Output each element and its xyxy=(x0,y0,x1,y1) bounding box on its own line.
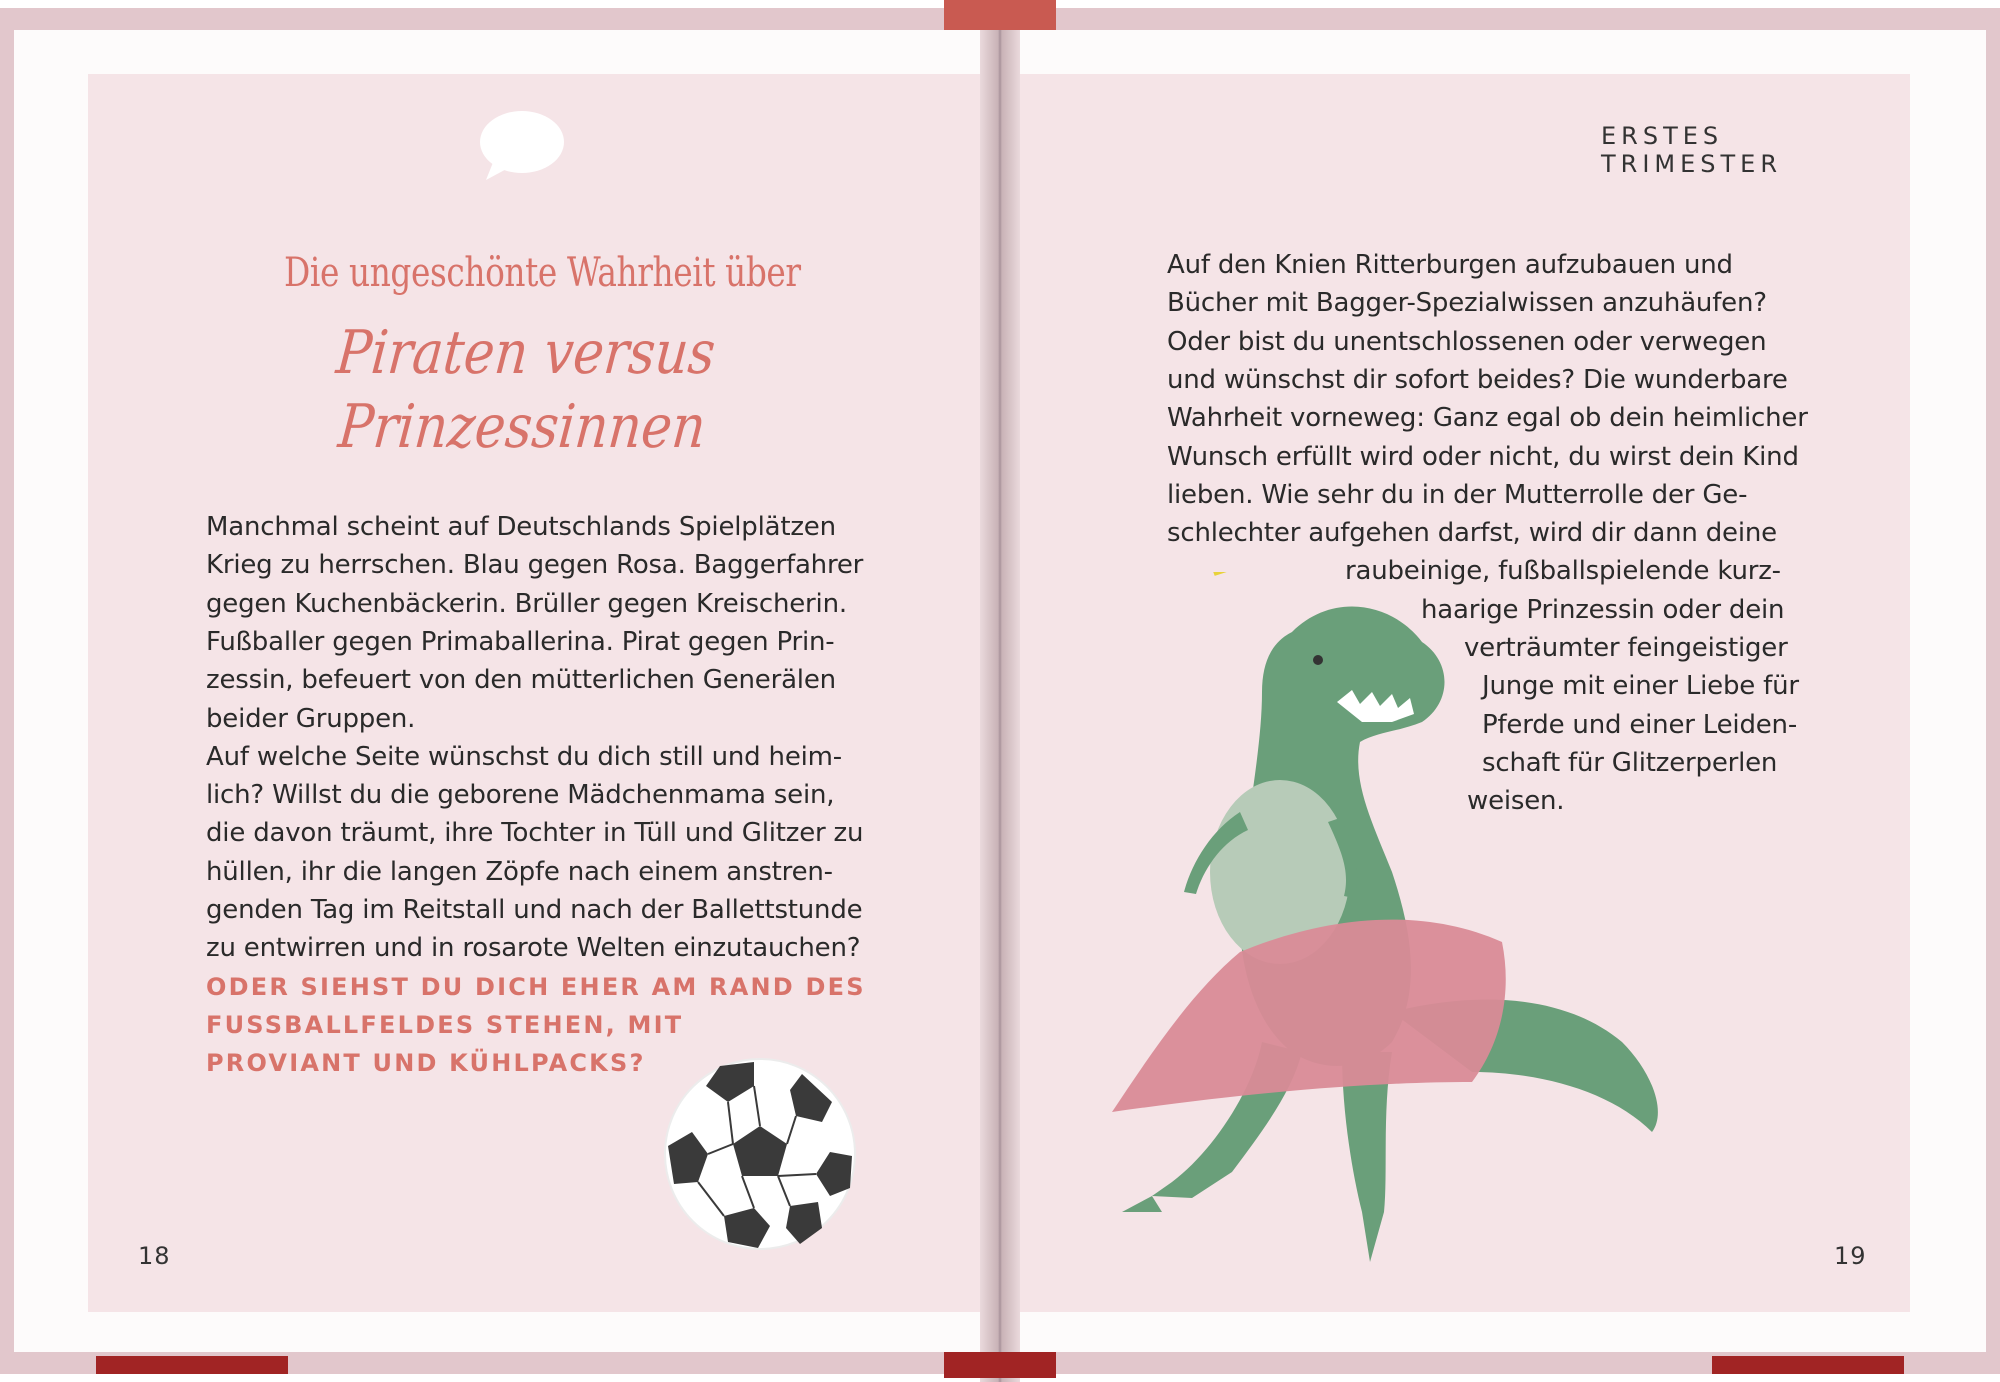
body-line: die davon träumt, ihre Tochter in Tüll und Glitzer zu xyxy=(206,818,864,849)
body-line: und wünschst dir sofort beides? Die wunderbare xyxy=(1167,364,1788,395)
body-line: Fußballer gegen Primaballerina. Pirat gegen Prin- xyxy=(206,626,835,657)
left-page xyxy=(88,74,994,1312)
wrap-line: Junge mit einer Liebe für xyxy=(1482,671,1799,702)
body-line: Krieg zu herrschen. Blau gegen Rosa. Baggerfahrer xyxy=(206,550,864,581)
body-line: hüllen, ihr die langen Zöpfe nach einem anstren- xyxy=(206,856,833,887)
body-line: Manchmal scheint auf Deutschlands Spielplätzen xyxy=(206,512,836,542)
title-line-1: Piraten versus xyxy=(333,318,719,388)
body-line: zu entwirren und in rosarote Welten einzutauchen? xyxy=(206,933,861,964)
body-line: gegen Kuchenbäckerin. Brüller gegen Kreischerin. xyxy=(206,588,847,619)
highlight-line: ODER SIEHST DU DICH EHER AM RAND DES xyxy=(206,972,866,1001)
body-line: Wahrheit vorneweg: Ganz egal ob dein heimlicher xyxy=(1167,403,1808,434)
running-head: ERSTES TRIMESTER xyxy=(1601,122,1783,178)
bottom-ribbon-left xyxy=(96,1356,288,1374)
bottom-ribbon-right xyxy=(1712,1356,1904,1374)
body-line: schlechter aufgehen darfst, wird dir dann deine xyxy=(1167,518,1777,549)
highlight-line: FUSSBALLFELDES STEHEN, MIT xyxy=(206,1010,684,1039)
page-number-right: 19 xyxy=(1834,1242,1867,1270)
wrap-line: raubeinige, fußballspielende kurz- xyxy=(1345,556,1781,587)
body-line: genden Tag im Reitstall und nach der Ballettstunde xyxy=(206,895,863,925)
wrap-line: haarige Prinzessin oder dein xyxy=(1421,594,1785,625)
body-line: beider Gruppen. xyxy=(206,703,416,734)
body-line: lieben. Wie sehr du in der Mutterrolle der Ge- xyxy=(1167,479,1748,510)
body-line: zessin, befeuert von den mütterlichen Generälen xyxy=(206,665,836,696)
wrap-line: Pferde und einer Leiden- xyxy=(1482,709,1798,740)
body-line: Auf den Knien Ritterburgen aufzubauen und xyxy=(1167,250,1733,280)
wrap-line: verträumter feingeistiger xyxy=(1464,633,1788,663)
top-headband xyxy=(944,0,1056,30)
body-line: Auf welche Seite wünschst du dich still und heim- xyxy=(206,741,842,772)
speech-bubble-icon xyxy=(476,108,566,182)
bottom-headband xyxy=(944,1352,1056,1378)
title-line-2: Prinzessinnen xyxy=(335,392,709,462)
body-line: lich? Willst du die geborene Mädchenmama sein, xyxy=(206,780,835,811)
wrap-line: schaft für Glitzerperlen xyxy=(1482,747,1778,778)
page-number-left: 18 xyxy=(138,1242,171,1270)
body-line: Bücher mit Bagger-Spezialwissen anzuhäufen? xyxy=(1167,288,1767,319)
book-spine xyxy=(980,0,1020,1382)
right-page xyxy=(1004,74,1910,1312)
highlight-line: PROVIANT UND KÜHLPACKS? xyxy=(206,1049,646,1078)
body-line: Wunsch erfüllt wird oder nicht, du wirst dein Kind xyxy=(1167,441,1799,472)
soccer-ball-icon xyxy=(662,1056,858,1252)
body-line: Oder bist du unentschlossenen oder verwegen xyxy=(1167,326,1767,357)
title-subtitle: Die ungeschönte Wahrheit über xyxy=(284,250,801,296)
wrap-line: weisen. xyxy=(1467,786,1565,817)
